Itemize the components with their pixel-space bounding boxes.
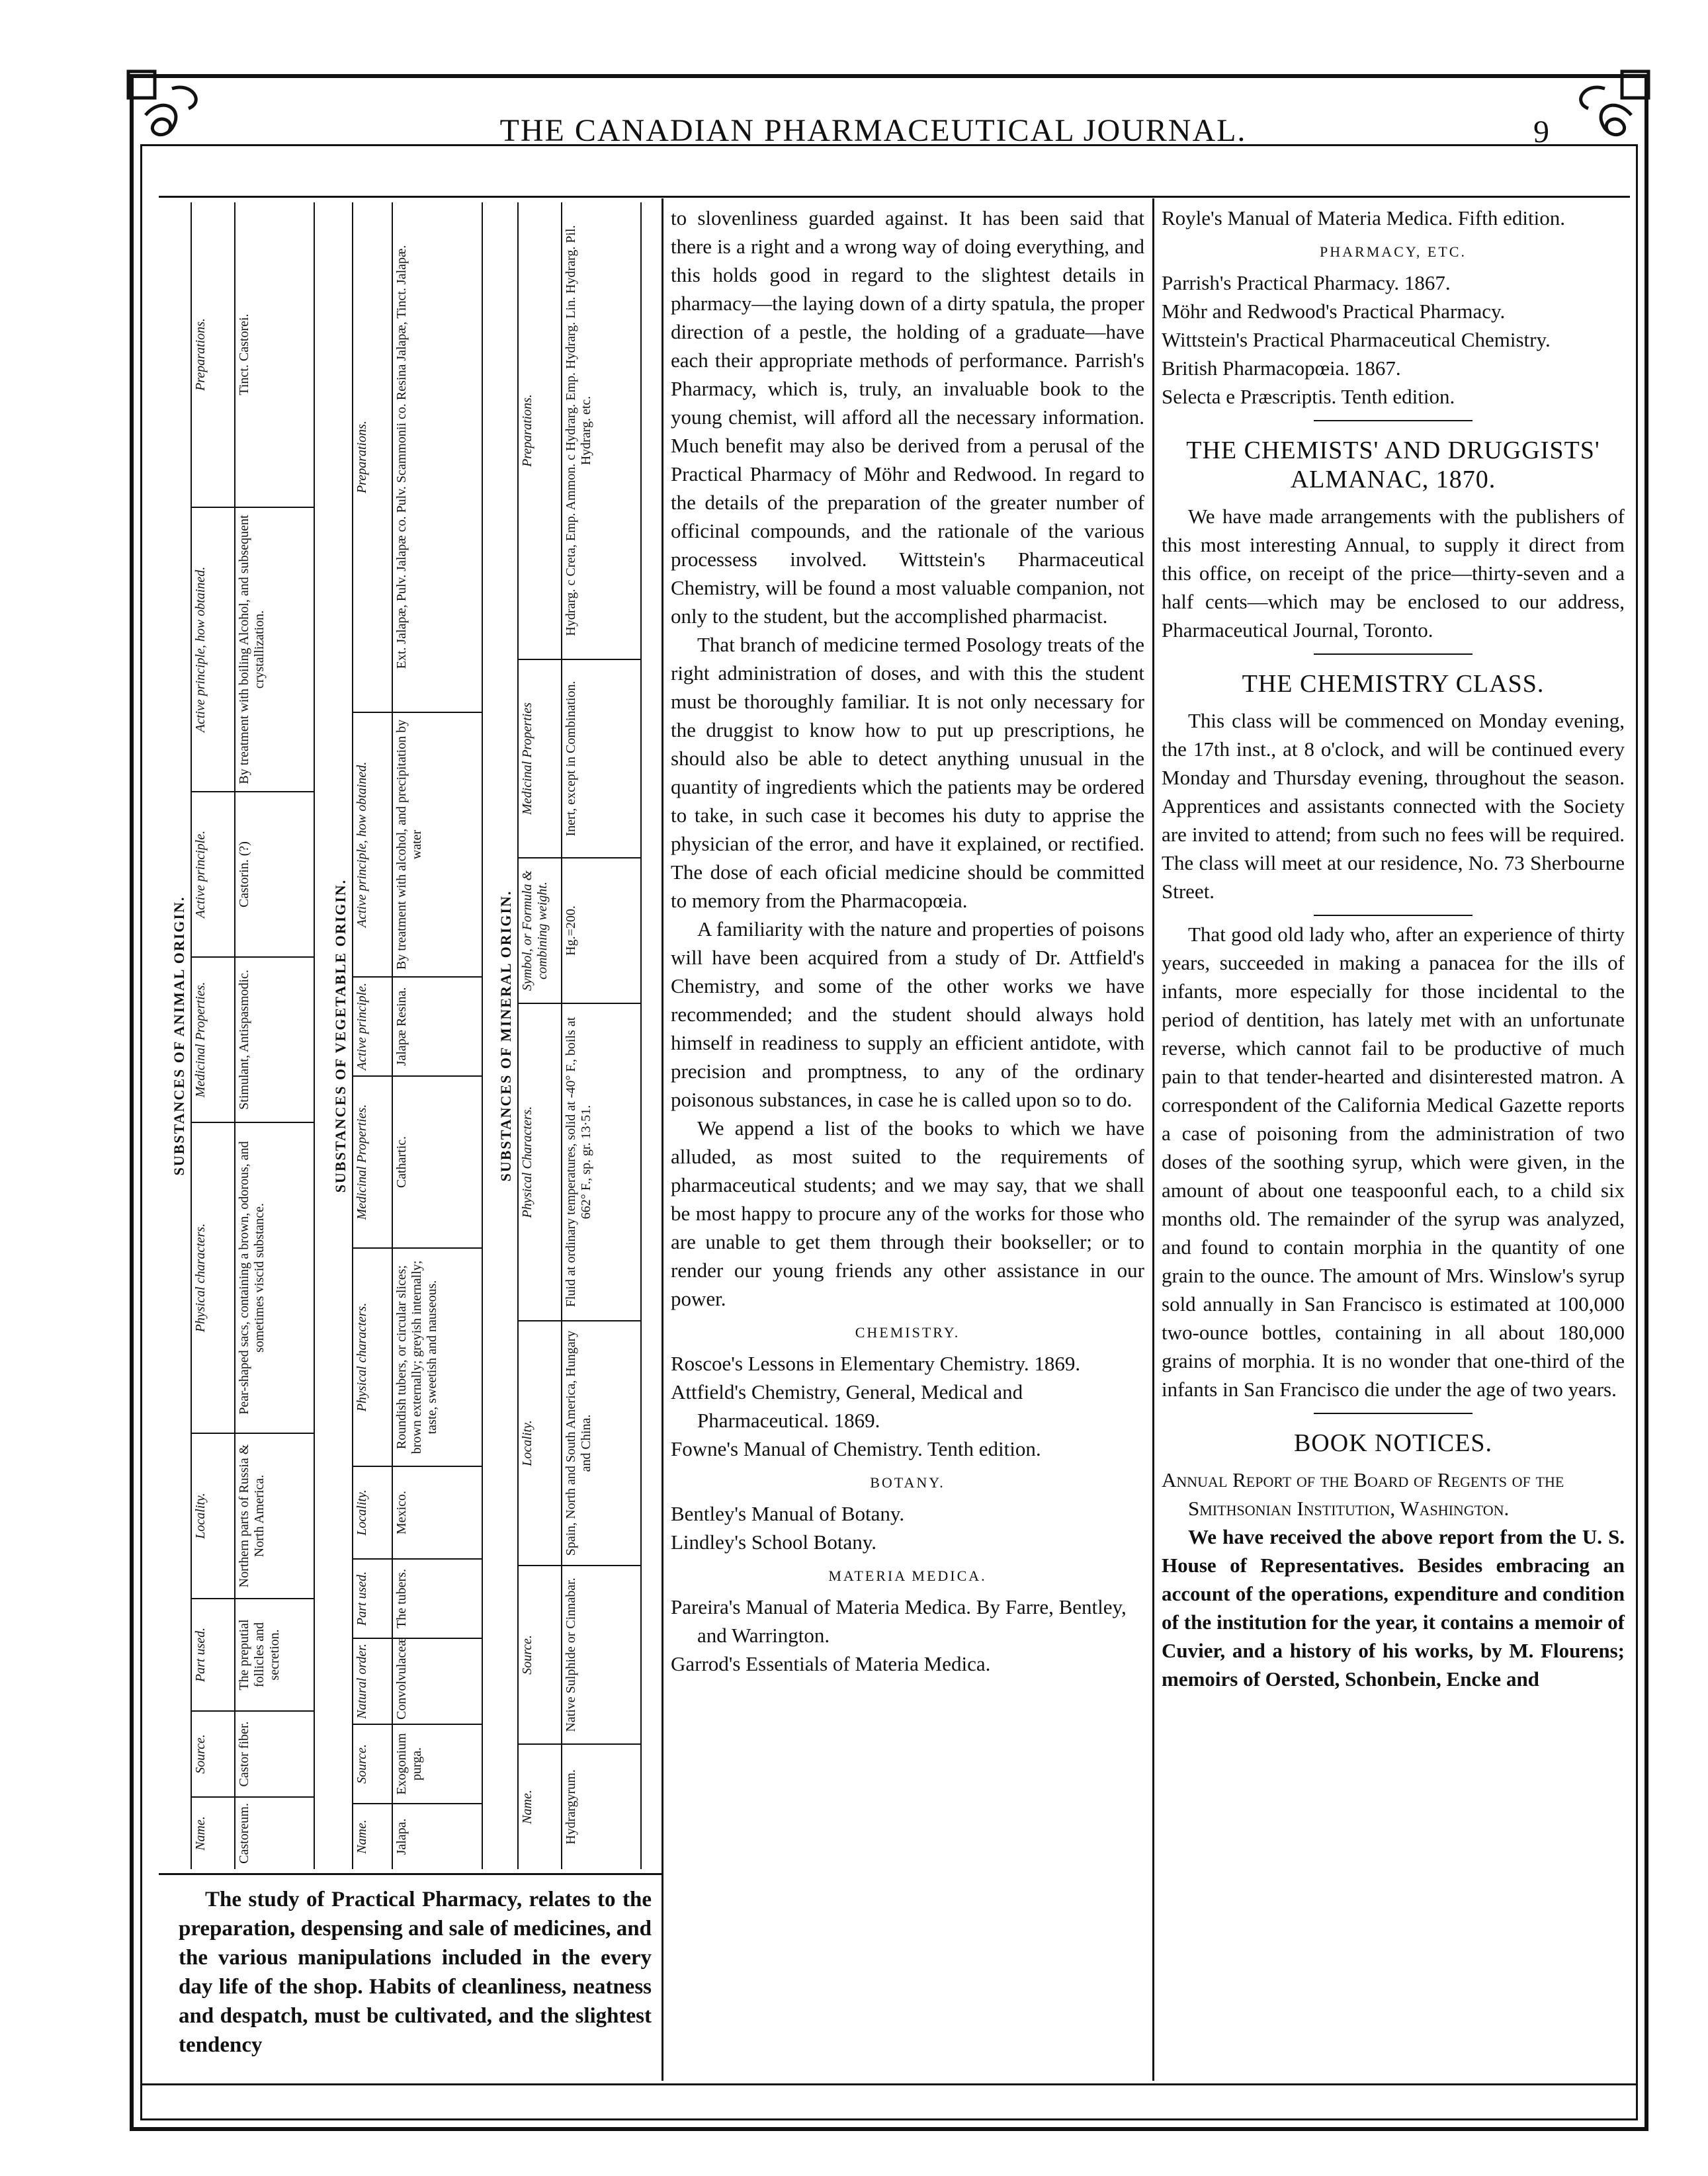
header-cell: Active principle. (353, 976, 392, 1075)
header-cell: Source. (353, 1724, 392, 1803)
header-cell: Preparations. (193, 318, 208, 391)
intro-paragraph: The study of Practical Pharmacy, relates to the preparation, despensing and sale of medicines, and the various manipulations included in the every day life of the shop. Habits of cleanliness, neatness and despatch, must be cultivated, and the slightest tendency (179, 1888, 652, 2057)
table-section-animal (159, 202, 324, 1869)
value-cell: Hydrargyrum. (562, 1743, 640, 1869)
header-cell: Preparations. (355, 421, 369, 493)
book-entry: Lindley's School Botany. (671, 1530, 876, 1554)
value-row (562, 202, 642, 1869)
value-row (393, 202, 483, 1869)
paragraph: A familiarity with the nature and properties of poisons will have been acquired from a study of Dr. Attfield's Chemistry, and some of the other works we have recommended; and the student should always hold himself in readiness to supply an efficient antidote, with precision and promptness, to any of the ordinary poisonous substances, in case he is called upon so to do. (671, 917, 1144, 1111)
value-cell: Roundish tubers, or circular slices; brown externally; greyish internally; taste, sweetish and nauseous. (393, 1247, 482, 1466)
value-row (235, 202, 315, 1869)
column-divider-1 (662, 198, 663, 2081)
value-cell: Castor fiber. (235, 1710, 314, 1796)
paragraph: to slovenliness guarded against. It has been said that there is a right and a wrong way of doing everything, and this holds good in regard to the slightest details in pharmacy—the laying down of a dirty spatula, the proper direction of a pestle, the holding of a graduate—have each their appropriate methods of performance. Parrish's Pharmacy, which is, truly, an invaluable book to the young chemist, will afford all the necessary information. Much benefit may also be derived from a perusal of the Practical Pharmacy of Möhr and Redwood. In regard to the details of the preparation of the greater number of officinal compounds, and the rationale of the various processess involved. Wittstein's Pharmaceutical Chemistry, will be found a most valuable companion, not only to the student, but the accomplished pharmacist. (671, 206, 1144, 628)
value-cell: Mexico. (393, 1466, 482, 1558)
book-entry: Pareira's Manual of Materia Medica. By Farre, Bentley, and Warrington. (671, 1595, 1127, 1647)
book-entry: Garrod's Essentials of Materia Medica. (671, 1652, 991, 1675)
header-cell: Active principle, how obtained. (192, 507, 234, 791)
header-cell: Medicinal Properties. (353, 1075, 392, 1247)
value-cell: Castoreum. (235, 1796, 314, 1869)
value-cell: Cathartic. (393, 1075, 482, 1247)
header-cell: Locality. (192, 1433, 234, 1598)
report-title: Annual Report of the Board of Regents of the Smithsonian Institution, Washington. (1162, 1468, 1564, 1520)
value-cell: Spain, North and South America, Hungary and China. (562, 1320, 640, 1565)
header-cell: Active principle, how obtained. (353, 712, 392, 976)
book-entry: Royle's Manual of Materia Medica. Fifth edition. (1162, 206, 1565, 230)
header-cell: Physical Characters. (519, 1003, 561, 1320)
materia-medica-table (159, 202, 648, 1869)
header-cell: Name. (353, 1803, 392, 1869)
header-cell: Physical characters. (353, 1247, 392, 1466)
chemistry-class-heading: THE CHEMISTRY CLASS. (1242, 670, 1545, 698)
value-cell: Exogonium purga. (393, 1724, 482, 1803)
value-cell: Hg.=200. (562, 857, 640, 1003)
section-title: SUBSTANCES OF ANIMAL ORIGIN. (171, 896, 187, 1176)
header-cell: Physical characters. (192, 1122, 234, 1433)
middle-column (671, 204, 1144, 1678)
value-cell: By treatment with boiling Alcohol, and subsequent crystallization. (235, 507, 314, 791)
header-cell: Part used. (353, 1558, 392, 1638)
book-entry: Fowne's Manual of Chemistry. Tenth edition. (671, 1437, 1041, 1460)
header-cell: Source. (519, 1565, 561, 1743)
table-section-vegetable (324, 202, 490, 1869)
section-separator (1314, 653, 1473, 655)
value-cell: Fluid at ordinary temperatures, solid at -40° F., boils at 662° F., sp. gr. 13·51. (562, 1003, 640, 1320)
paragraph: We append a list of the books to which we have alluded, as most suited to the requirements of pharmaceutical students; and we may say, that we shall be most happy to procure any of the works for those who are unable to get them through their bookseller; or to render our young friends any other assistance in our power. (671, 1116, 1144, 1310)
value-cell: Inert, except in Combination. (562, 659, 640, 857)
section-title: SUBSTANCES OF MINERAL ORIGIN. (497, 890, 514, 1182)
booklist-heading-pharmacy: PHARMACY, ETC. (1320, 243, 1467, 260)
book-entry: Selecta e Præscriptis. Tenth edition. (1162, 385, 1455, 408)
practical-pharmacy-intro (179, 1885, 652, 2060)
book-entry: Bentley's Manual of Botany. (671, 1502, 905, 1525)
value-cell: Northern parts of Russia & North America. (235, 1433, 314, 1598)
corner-ornament-right-icon (1565, 69, 1651, 155)
table-bottom-rule (159, 1873, 662, 1875)
value-cell: Pear-shaped sacs, containing a brown, odorous, and sometimes viscid substance. (235, 1122, 314, 1433)
header-cell: Locality. (353, 1466, 392, 1558)
value-cell: Native Sulphide or Cinnabar. (562, 1565, 640, 1743)
section-separator (1314, 420, 1473, 421)
value-cell: By treatment with alcohol, and precipitation by water (393, 712, 482, 976)
header-cell: Active principle. (192, 791, 234, 956)
book-entry: Attfield's Chemistry, General, Medical and Pharmaceutical. 1869. (671, 1380, 1023, 1432)
book-entry: Möhr and Redwood's Practical Pharmacy. (1162, 300, 1506, 323)
table-section-mineral (490, 202, 648, 1869)
header-cell: Medicinal Properties (519, 659, 561, 857)
section-separator (1314, 915, 1473, 916)
section-separator (1314, 1413, 1473, 1414)
bottom-rule (140, 2083, 1638, 2085)
booklist-heading-botany: BOTANY. (870, 1474, 945, 1491)
header-cell: Natural order. (353, 1638, 392, 1724)
header-cell: Medicinal Properties. (192, 956, 234, 1122)
section-title: SUBSTANCES OF VEGETABLE ORIGIN. (332, 878, 349, 1193)
corner-ornament-left-icon (126, 69, 212, 155)
value-cell: Convolvulaceæ (393, 1638, 482, 1724)
header-cell: Name. (192, 1796, 234, 1869)
header-cell: Source. (192, 1710, 234, 1796)
paragraph: That good old lady who, after an experience of thirty years, succeeded in making a panacea for the ills of infants, more especially for those incidental to the period of dentition, has lately met with an unfortunate reverse, which cannot fail to be productive of much pain to that tender-hearted and disinterested matron. A correspondent of the California Medical Gazette reports a case of poisoning from the administration of two doses of the soothing syrup, which were given, in the amount of about one teaspoonful each, to a child six months old. The remainder of the syrup was analyzed, and found to contain morphia in the quantity of one grain to the ounce. The amount of Mrs. Winslow's syrup sold annually in San Francisco is estimated at 100,000 two-ounce bottles, containing in all about 180,000 grains of morphia. It is no wonder that one-third of the infants in San Francisco die under the age of two years. (1162, 923, 1625, 1401)
value-cell: Ext. Jalapæ, Pulv. Jalapæ co. Pulv. Scammonii co. Resina Jalapæ, Tinct. Jalapæ. (394, 245, 409, 669)
paragraph: We have received the above report from the U. S. House of Representatives. Besides embracing an account of the operations, expenditure and condition of the institution for the year, it contains a memoir of Cuvier, and a history of his works, by M. Flourens; memoirs of Oersted, Schonbein, Encke and (1162, 1525, 1625, 1691)
header-cell: Part used. (192, 1598, 234, 1710)
value-cell: Stimulant, Antispasmodic. (235, 956, 314, 1122)
value-cell: Tinct. Castorei. (237, 314, 251, 396)
almanac-heading: THE CHEMISTS' AND DRUGGISTS' ALMANAC, 1870. (1186, 437, 1600, 493)
value-cell: Jalapæ Resina. (393, 976, 482, 1075)
book-entry: Wittstein's Practical Pharmaceutical Chemistry. (1162, 328, 1551, 351)
paragraph: That branch of medicine termed Posology treats of the right administration of doses, and with this the student must be thoroughly familiar. It is not only necessary for the druggist to know how to put up prescriptions, he should also be able to detect anything unusual in the quantity of ingredients which the patients may be ordered to take, in such case it becomes his duty to apprise the physician of the error, and have it explained, or rectified. The dose of each oficial medicine should be committed to memory from the Pharmacopœia. (671, 633, 1144, 912)
book-entry: Roscoe's Lessons in Elementary Chemistry. 1869. (671, 1352, 1081, 1375)
booklist-heading-materia-medica: MATERIA MEDICA. (828, 1568, 987, 1584)
header-cell: Preparations. (520, 394, 534, 467)
value-cell: The preputial follicles and secretion. (235, 1598, 314, 1710)
column-divider-2 (1152, 198, 1154, 2081)
book-entry: Parrish's Practical Pharmacy. 1867. (1162, 271, 1451, 294)
book-entry: British Pharmacopœia. 1867. (1162, 356, 1401, 380)
paragraph: We have made arrangements with the publishers of this most interesting Annual, to supply it direct from this office, on receipt of the price—thirty-seven and a half cents—which may be enclosed to our address, Pharmaceutical Journal, Toronto. (1162, 505, 1625, 642)
booklist-heading-chemistry: CHEMISTRY. (855, 1324, 961, 1341)
header-row (352, 202, 393, 1869)
right-column (1162, 204, 1625, 1693)
paragraph: This class will be commenced on Monday evening, the 17th inst., at 8 o'clock, and will be continued every Monday and Thursday evening, throughout the season. Apprentices and assistants connected with the Society are invited to attend; from such no fees will be required. The class will meet at our residence, No. 73 Sherbourne Street. (1162, 709, 1625, 903)
page-number: 9 (1533, 114, 1549, 149)
value-cell: Hydrarg. c Creta, Emp. Ammon. c Hydrarg. Emp. Hydrarg. Lin. Hydrarg. Pil. Hydrarg. etc. (564, 225, 593, 636)
header-rule (159, 196, 1630, 198)
header-cell: Locality. (519, 1320, 561, 1565)
journal-title: THE CANADIAN PHARMACEUTICAL JOURNAL. (499, 113, 1247, 148)
value-cell: Castorin. (?) (235, 791, 314, 956)
header-row (191, 202, 235, 1869)
header-cell: Symbol, or Formula & combining weight. (519, 857, 561, 1003)
book-notices-heading: BOOK NOTICES. (1293, 1429, 1493, 1457)
header-row (517, 202, 562, 1869)
header-cell: Name. (519, 1743, 561, 1869)
value-cell: Jalapa. (393, 1803, 482, 1869)
value-cell: The tubers. (393, 1558, 482, 1638)
